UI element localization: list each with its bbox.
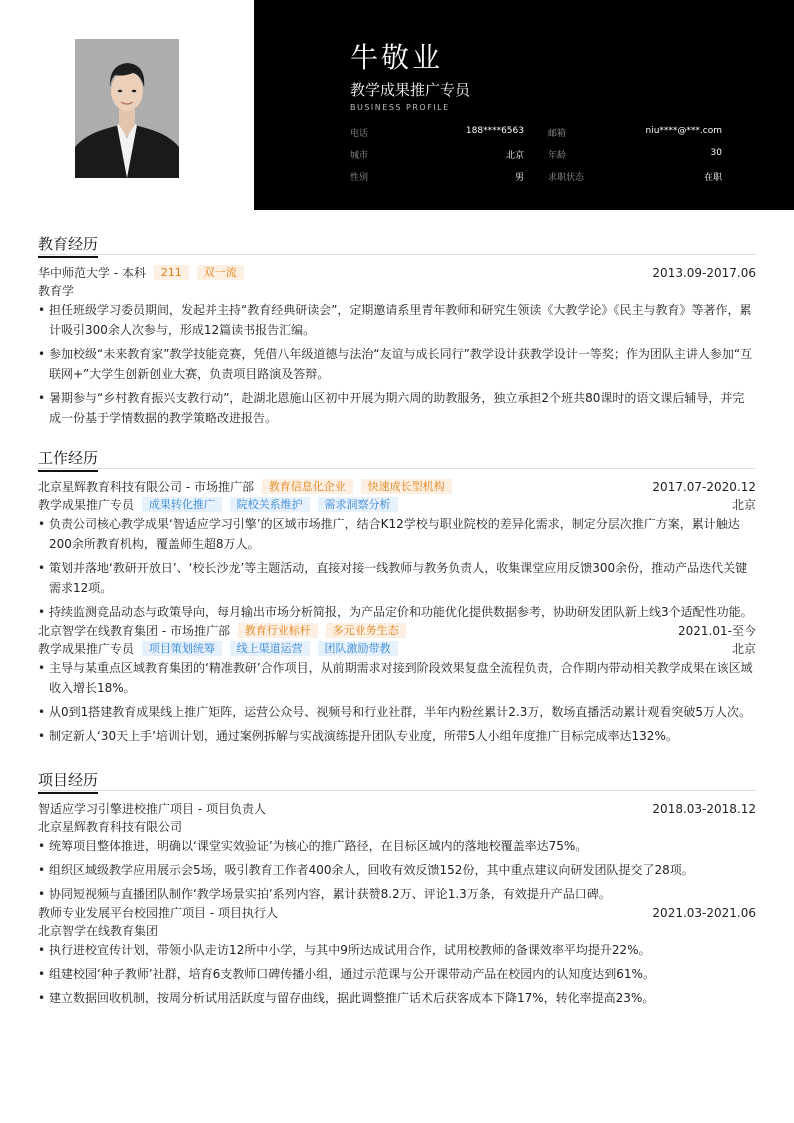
list-item: • 负责公司核心教学成果‘智适应学习引擎’的区域市场推广，结合K12学校与职业院校的差异化需求，制定分层次推广方案，累计触达200余所教育机构，覆盖师生超8万人。 xyxy=(38,514,756,554)
section-divider xyxy=(38,468,756,469)
info-value: 30 xyxy=(710,148,722,158)
work-section xyxy=(38,447,756,750)
info-value: 男 xyxy=(514,173,524,183)
projects-section xyxy=(38,769,756,1012)
list-item: • 统筹项目整体推进，明确以‘课堂实效验证’为核心的推广路径，在目标区域内的落地校覆盖率达75%。 xyxy=(38,836,756,856)
profile-photo xyxy=(75,39,179,178)
education-period: 2013.09-2017.06 xyxy=(652,266,756,280)
list-item: • 策划并落地‘教研开放日’、‘校长沙龙’等主题活动，直接对接一线教师与教务负责人，收集课堂应用反馈300余份，推动产品迭代关键需求12项。 xyxy=(38,558,756,598)
section-divider xyxy=(38,254,756,255)
education-header-row xyxy=(38,264,756,282)
job-title: 教学成果推广专员 xyxy=(350,81,471,99)
section-title: 教育经历 xyxy=(38,233,756,255)
list-item: • 组织区域级教学应用展示会5场，吸引教育工作者400余人，回收有效反馈152份，其中重点建议向研发团队提交了28项。 xyxy=(38,860,756,880)
list-item: • 组建校园‘种子教师’社群，培育6支教师口碑传播小组，通过示范课与公开课带动产品在校园内的认知度达到61%。 xyxy=(38,964,756,984)
role-row xyxy=(38,640,756,658)
info-label: 求职状态 xyxy=(548,173,585,183)
role-row xyxy=(38,496,756,514)
role-tag: 需求洞察分析 xyxy=(318,497,398,512)
project-row xyxy=(38,904,756,922)
info-value: niu****@***.com xyxy=(645,126,722,136)
info-value: 188****6563 xyxy=(465,126,524,136)
job-period: 2021.01-至今 xyxy=(678,624,756,638)
school-name: 华中师范大学 - 本科 xyxy=(38,266,146,280)
project-org: 北京星辉教育科技有限公司 xyxy=(38,820,183,834)
photo-area xyxy=(0,0,254,210)
profile-subtitle: BUSINESS PROFILE xyxy=(350,103,450,112)
company-name: 北京星辉教育科技有限公司 - 市场推广部 xyxy=(38,480,254,494)
company-name: 北京智学在线教育集团 - 市场推广部 xyxy=(38,624,230,638)
resume-header xyxy=(0,0,794,210)
list-item: • 建立数据回收机制，按周分析试用活跃度与留存曲线，据此调整推广话术后获客成本下降17%，转化率提高23%。 xyxy=(38,988,756,1008)
info-label: 邮箱 xyxy=(548,129,567,139)
info-label: 年龄 xyxy=(548,151,567,161)
role-tag: 团队激励带教 xyxy=(318,641,398,656)
project-name: 教师专业发展平台校园推广项目 - 项目执行人 xyxy=(38,906,278,920)
company-tag: 快速成长型机构 xyxy=(361,479,452,494)
company-tag: 教育行业标杆 xyxy=(238,623,318,638)
company-row xyxy=(38,478,756,496)
list-item: • 暑期参与“乡村教育振兴支教行动”，赴湖北恩施山区初中开展为期六周的助教服务，独立承担2个班共80课时的语文课后辅导，并完成一份基于学情数据的教学策略改进报告。 xyxy=(38,388,756,428)
role-tag: 项目策划统筹 xyxy=(142,641,222,656)
list-item: • 制定新人‘30天上手’培训计划，通过案例拆解与实战演练提升团队专业度，所带5人小组年度推广目标完成率达132%。 xyxy=(38,726,756,746)
company-row xyxy=(38,622,756,640)
section-title: 项目经历 xyxy=(38,769,756,791)
info-label: 城市 xyxy=(350,151,369,161)
list-item: • 从0到1搭建教育成果线上推广矩阵，运营公众号、视频号和行业社群，半年内粉丝累计2.3万，数场直播活动累计观看突破5万人次。 xyxy=(38,702,756,722)
project-period: 2021.03-2021.06 xyxy=(652,906,756,920)
info-row xyxy=(350,170,722,184)
list-item: • 主导与某重点区域教育集团的‘精准教研’合作项目，从前期需求对接到阶段效果复盘全流程负责，合作期内带动相关教学成果在该区域收入增长18%。 xyxy=(38,658,756,698)
role-name: 教学成果推广专员 xyxy=(38,642,135,656)
info-row xyxy=(350,126,722,140)
info-label: 性别 xyxy=(350,173,369,183)
project-name: 智适应学习引擎进校推广项目 - 项目负责人 xyxy=(38,802,266,816)
header-panel xyxy=(254,0,794,210)
section-divider xyxy=(38,790,756,791)
list-item: • 执行进校宣传计划，带领小队走访12所中小学，与其中9所达成试用合作，试用校教师的备课效率平均提升22%。 xyxy=(38,940,756,960)
list-item: • 协同短视频与直播团队制作‘教学场景实拍’系列内容，累计获赞8.2万、评论1.3万条，有效提升产品口碑。 xyxy=(38,884,756,904)
info-value: 北京 xyxy=(505,151,524,161)
candidate-name: 牛敬业 xyxy=(350,41,444,74)
job-city: 北京 xyxy=(731,642,756,656)
job-period: 2017.07-2020.12 xyxy=(652,480,756,494)
project-period: 2018.03-2018.12 xyxy=(652,802,756,816)
info-label: 电话 xyxy=(350,129,369,139)
project-row xyxy=(38,800,756,818)
info-row xyxy=(350,148,722,162)
major: 教育学 xyxy=(38,284,75,298)
role-tag: 成果转化推广 xyxy=(142,497,222,512)
role-name: 教学成果推广专员 xyxy=(38,498,135,512)
list-item: • 担任班级学习委员期间，发起并主持“教育经典研读会”，定期邀请系里青年教师和研究生领读《大教学论》《民主与教育》等著作，累计吸引300余人次参与，形成12篇读书报告汇编。 xyxy=(38,300,756,340)
role-tag: 线上渠道运营 xyxy=(230,641,310,656)
company-tag: 多元业务生态 xyxy=(326,623,406,638)
project-org: 北京智学在线教育集团 xyxy=(38,924,159,938)
section-title: 工作经历 xyxy=(38,447,756,469)
list-item: • 参加校级“未来教育家”教学技能竞赛，凭借八年级道德与法治“友谊与成长同行”教学设计获教学设计一等奖；作为团队主讲人参加“互联网+”大学生创新创业大赛，负责项目路演及答辩。 xyxy=(38,344,756,384)
job-city: 北京 xyxy=(731,498,756,512)
info-value: 在职 xyxy=(703,173,722,183)
role-tag: 院校关系维护 xyxy=(230,497,310,512)
school-tag: 211 xyxy=(154,265,189,280)
company-tag: 教育信息化企业 xyxy=(262,479,353,494)
school-tag: 双一流 xyxy=(197,265,244,280)
list-item: • 持续监测竞品动态与政策导向，每月输出市场分析简报，为产品定价和功能优化提供数据参考，协助研发团队新上线3个适配性功能。 xyxy=(38,602,756,622)
education-section xyxy=(38,233,756,432)
